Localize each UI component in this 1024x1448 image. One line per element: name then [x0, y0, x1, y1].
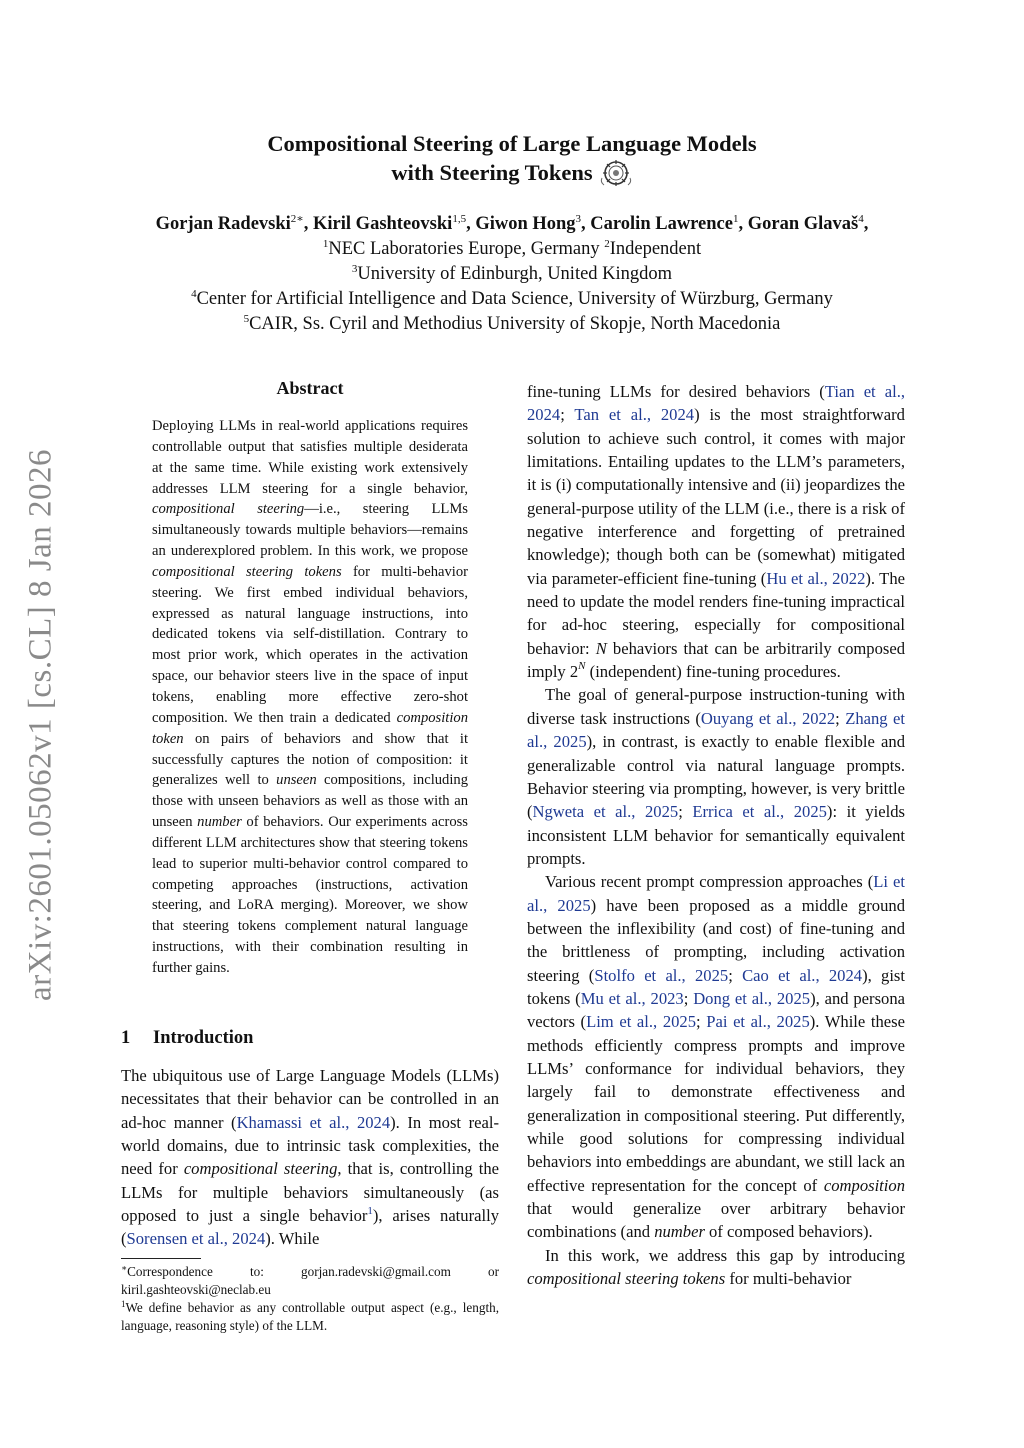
citation-link[interactable]: Hu et al., 2022	[766, 568, 866, 588]
paragraph-instruction-tuning: The goal of general-purpose instruction-tuning with diverse task instructions (Ouyang et al., 2022; Zhang et al., 2025), in contrast, is exactly to enable flexible and generalizable control via natural language prompts. Behavior steering via prompting, however, is very brittle (Ngweta et al., 2025; Errica et al., 2025): it yields inconsistent LLM behavior for semantically equivalent prompts.	[527, 685, 905, 868]
arxiv-side-stamp	[16, 440, 66, 1010]
author-name: Goran Glavaš	[747, 214, 859, 234]
author-name: Gorjan Radevski	[155, 214, 291, 234]
citation-link[interactable]: Errica et al., 2025	[692, 802, 827, 822]
section-number: 1	[121, 1028, 131, 1048]
affiliation: $^4$Center for Artificial Intelligence and Data Science, University of Würzburg, Germany	[191, 288, 833, 309]
citation-link[interactable]: Li et al., 2025	[527, 872, 906, 915]
author-name: Giwon Hong	[475, 214, 576, 234]
footnote-behavior-definition: $^1$We define behavior as any controllable output aspect (e.g., length, language, reasoning style) of the LLM.	[121, 1299, 499, 1333]
citation-link[interactable]: Ouyang et al., 2022	[700, 708, 836, 728]
citation-link[interactable]: Dong et al., 2025	[693, 988, 811, 1008]
right-column	[527, 380, 905, 1290]
author-affil-mark: 1,5	[452, 213, 467, 225]
citation-link[interactable]: Tian et al., 2024	[527, 382, 905, 425]
introduction-paragraph: The ubiquitous use of Large Language Models (LLMs) necessitates that their behavior can be controlled in an ad-hoc manner (Khamassi et al., 2024). In most real-world domains, due to intrinsic task complexities, the need for compositional steering, that is, controlling the LLMs for multiple behaviors simultaneously (as opposed to just a single behavior$^1$), arises naturally (Sorensen et al., 2024). While	[121, 1066, 499, 1249]
citation-link[interactable]: Ngweta et al., 2025	[532, 802, 679, 822]
arxiv-identifier: arXiv:2601.05062v1 [cs.CL] 8 Jan 2026	[22, 449, 59, 1001]
affiliation: $^3$University of Edinburgh, United Kingdom	[351, 263, 673, 284]
citation-link[interactable]: Mu et al., 2023	[580, 988, 684, 1008]
footnote-correspondence: ∗Correspondence to: gorjan.radevski@gmail.com or kiril.gashteovski@neclab.eu	[121, 1263, 499, 1297]
citation-link[interactable]: Zhang et al., 2025	[527, 708, 905, 752]
author-name: Kiril Gashteovski	[313, 214, 453, 234]
section-title: Introduction	[153, 1028, 254, 1048]
author-name: Carolin Lawrence	[590, 214, 733, 234]
title-line-2-wrap	[391, 158, 632, 188]
paragraph-this-work: In this work, we address this gap by introducing compositional steering tokens for multi-behavior	[527, 1245, 905, 1289]
abstract-text: Deploying LLMs in real-world applications requires controllable output that satisfies multiple desiderata at the same time. While existing work extensively addresses LLM steering for a single behavior, compositional steering—i.e., steering LLMs simultaneously towards multiple behaviors—remains an underexplored problem. In this work, we propose compositional steering tokens for multi-behavior steering. We first embed individual behaviors, expressed as natural language instructions, into dedicated tokens via self-distillation. Contrary to most prior work, which operates in the activation space, our behavior steers live in the space of input tokens, enabling more effective zero-shot composition. We then train a dedicated composition token on pairs of behaviors and show that it successfully captures the notion of composition: it generalizes well to unseen compositions, including those with unseen behaviors as well as those with an unseen number of behaviors. Our experiments across different LLM architectures show that steering tokens lead to superior multi-behavior control compared to competing approaches (instructions, activation steering, and LoRA merging). Moreover, we show that steering tokens complement natural language instructions, with their combination resulting in further gains.	[152, 418, 468, 976]
citation-link[interactable]: Khamassi et al., 2024	[236, 1112, 391, 1132]
paragraph-finetuning: fine-tuning LLMs for desired behaviors (Tian et al., 2024; Tan et al., 2024) is the most straightforward solution to achieve such control, it comes with major limitations. Entailing updates to the LLM’s parameters, it is (i) computationally intensive and (ii) jeopardizes the general-purpose utility of the LLM (i.e., there is a risk of negative interference and forgetting of pretrained knowledge); though both can be (somewhat) mitigated via parameter-efficient fine-tuning (Hu et al., 2022). The need to update the model renders fine-tuning impractical for ad-hoc steering, especially for compositional behavior: N behaviors that can be arbitrarily composed imply $2^N$ (independent) fine-tuning procedures.	[527, 382, 905, 682]
affiliation: $^5$CAIR, Ss. Cyril and Methodius University of Skopje, North Macedonia	[243, 313, 781, 334]
author-affil-mark: 2∗	[290, 213, 304, 225]
author-affil-mark: 4	[858, 213, 864, 225]
citation-link[interactable]: Tan et al., 2024	[574, 405, 695, 425]
citation-link[interactable]: Stolfo et al., 2025	[594, 965, 729, 985]
author-affil-mark: 1	[732, 213, 739, 225]
title-line-1: Compositional Steering of Large Language Models	[267, 131, 757, 156]
title-line-2: with Steering Tokens	[391, 160, 593, 185]
paper-title	[150, 130, 874, 188]
author-list: Gorjan Radevski$^{2∗}$, Kiril Gashteovski$^{1,5}$, Giwon Hong$^3$, Carolin Lawrence$^1$, Goran Glavaš$^4$,	[155, 213, 869, 234]
footnote-ref-link[interactable]: 1	[367, 1205, 373, 1218]
citation-link[interactable]: Cao et al., 2024	[742, 965, 863, 985]
paragraph-prompt-compression: Various recent prompt compression approaches (Li et al., 2025) have been proposed as a middle ground between the inflexibility (and cost) of fine-tuning and the brittleness of prompting, including activation steering (Stolfo et al., 2025; Cao et al., 2024), gist tokens (Mu et al., 2023; Dong et al., 2025), and persona vectors (Lim et al., 2025; Pai et al., 2025). While these methods efficiently compress prompts and improve LLMs’ conformance for individual behaviors, they largely fail to demonstrate effectiveness and generalization in compositional steering. Put differently, while good solutions for compressing individual behaviors into embeddings are abundant, we still lack an effective representation for the concept of composition that would generalize over arbitrary behavior combinations (and number of composed behaviors).	[527, 872, 906, 1242]
footnote-rule	[121, 1258, 201, 1259]
steering-wheel-logo-icon	[599, 158, 633, 188]
abstract-heading: Abstract	[276, 378, 344, 398]
citation-link[interactable]: Pai et al., 2025	[706, 1012, 810, 1032]
affiliation: $^1$NEC Laboratories Europe, Germany $^2$Independent	[322, 238, 702, 259]
citation-link[interactable]: Lim et al., 2025	[586, 1012, 697, 1032]
section-heading-introduction	[121, 1028, 253, 1049]
author-affil-mark: 3	[575, 213, 582, 225]
author-block	[60, 212, 964, 337]
citation-link[interactable]: Sorensen et al., 2024	[126, 1229, 266, 1249]
